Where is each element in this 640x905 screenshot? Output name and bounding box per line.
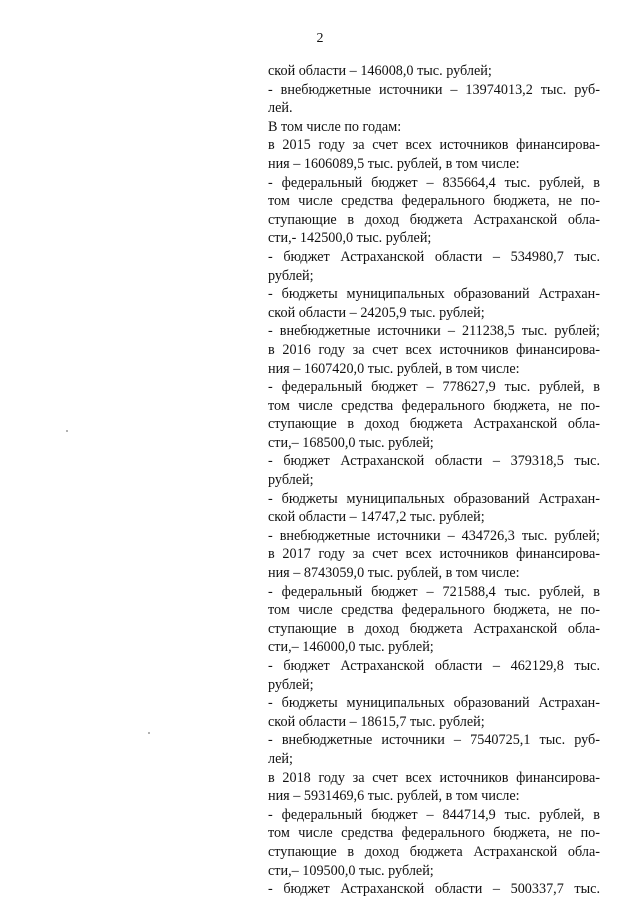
text-line: - бюджеты муниципальных образований Астрахан- bbox=[268, 286, 600, 303]
text-line: том числе средства федерального бюджета, не по- bbox=[268, 602, 600, 619]
text-line: ния – 8743059,0 тыс. рублей, в том числе: bbox=[268, 565, 520, 582]
page-number: 2 bbox=[316, 31, 324, 46]
text-line: - бюджет Астраханской области – 379318,5 тыс. bbox=[268, 453, 600, 470]
text-line: в 2016 году за счет всех источников финансирова- bbox=[268, 341, 600, 358]
text-line: лей; bbox=[268, 750, 293, 767]
text-line: рублей; bbox=[268, 472, 314, 489]
text-line: ступающие в доход бюджета Астраханской обла- bbox=[268, 843, 600, 860]
text-line: - бюджеты муниципальных образований Астрахан- bbox=[268, 490, 600, 507]
text-line: ния – 1606089,5 тыс. рублей, в том числе: bbox=[268, 155, 520, 172]
text-line: - внебюджетные источники – 7540725,1 тыс. руб- bbox=[268, 732, 600, 749]
text-line: - бюджет Астраханской области – 500337,7 тыс. bbox=[268, 881, 600, 898]
text-line: - федеральный бюджет – 778627,9 тыс. рублей, в bbox=[268, 379, 600, 396]
text-line: ния – 1607420,0 тыс. рублей, в том числе: bbox=[268, 360, 520, 377]
text-line: сти,– 168500,0 тыс. рублей; bbox=[268, 434, 434, 451]
text-line: рублей; bbox=[268, 267, 314, 284]
text-line: в 2015 году за счет всех источников финансирова- bbox=[268, 137, 600, 154]
text-line: - федеральный бюджет – 835664,4 тыс. рублей, в bbox=[268, 174, 600, 191]
text-line: рублей; bbox=[268, 676, 314, 693]
text-line: ступающие в доход бюджета Астраханской обла- bbox=[268, 416, 600, 433]
text-line: том числе средства федерального бюджета, не по- bbox=[268, 825, 600, 842]
text-line: том числе средства федерального бюджета, не по- bbox=[268, 397, 600, 414]
text-line: в 2017 году за счет всех источников финансирова- bbox=[268, 546, 600, 563]
scan-speck bbox=[66, 430, 68, 432]
text-line: сти,- 142500,0 тыс. рублей; bbox=[268, 230, 432, 247]
text-line: ской области – 18615,7 тыс. рублей; bbox=[268, 713, 485, 730]
text-line: лей. bbox=[268, 100, 293, 117]
text-line: том числе средства федерального бюджета, не по- bbox=[268, 193, 600, 210]
funding-text-block bbox=[268, 62, 600, 899]
text-line: В том числе по годам: bbox=[268, 118, 402, 135]
text-line: ской области – 24205,9 тыс. рублей; bbox=[268, 304, 485, 321]
text-line: - бюджет Астраханской области – 534980,7 тыс. bbox=[268, 248, 600, 265]
text-line: ния – 5931469,6 тыс. рублей, в том числе: bbox=[268, 788, 520, 805]
text-line: - федеральный бюджет – 721588,4 тыс. рублей, в bbox=[268, 583, 600, 600]
text-line: - внебюджетные источники – 211238,5 тыс. рублей; bbox=[268, 323, 600, 340]
text-line: - федеральный бюджет – 844714,9 тыс. рублей, в bbox=[268, 806, 600, 823]
text-line: - бюджеты муниципальных образований Астрахан- bbox=[268, 695, 600, 712]
scan-speck bbox=[148, 732, 150, 734]
text-line: - внебюджетные источники – 434726,3 тыс. рублей; bbox=[268, 527, 600, 544]
text-line: сти,– 146000,0 тыс. рублей; bbox=[268, 639, 434, 656]
text-line: ской области – 146008,0 тыс. рублей; bbox=[268, 63, 492, 79]
text-line: ступающие в доход бюджета Астраханской обла- bbox=[268, 211, 600, 228]
text-line: - внебюджетные источники – 13974013,2 тыс. руб- bbox=[268, 81, 600, 98]
text-line: - бюджет Астраханской области – 462129,8 тыс. bbox=[268, 658, 600, 674]
text-line: сти,– 109500,0 тыс. рублей; bbox=[268, 862, 434, 879]
text-line: ступающие в доход бюджета Астраханской обла- bbox=[268, 620, 600, 637]
text-line: в 2018 году за счет всех источников финансирова- bbox=[268, 769, 600, 786]
text-line: ской области – 14747,2 тыс. рублей; bbox=[268, 509, 485, 526]
